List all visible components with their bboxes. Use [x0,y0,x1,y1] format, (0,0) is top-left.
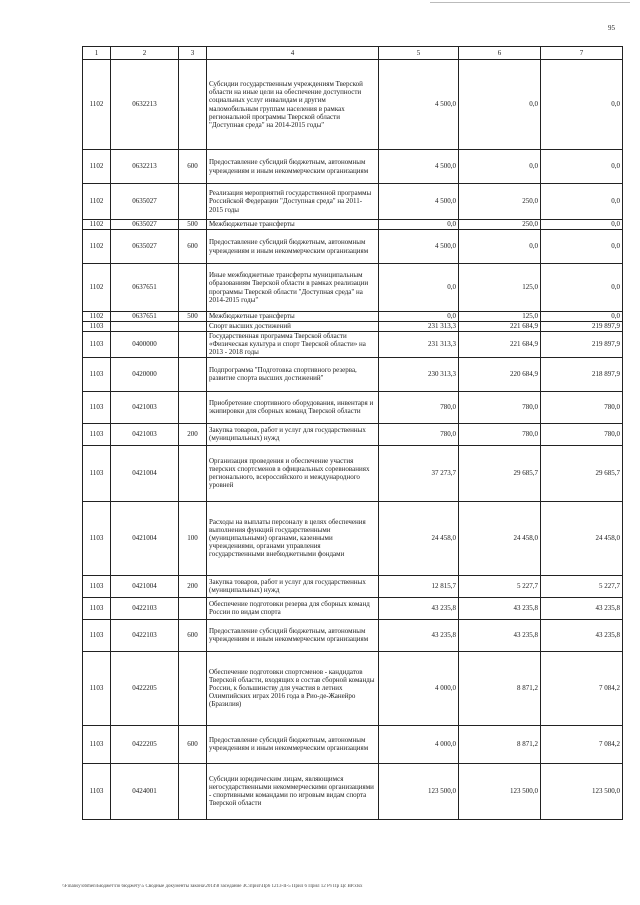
table-row [83,150,623,184]
expense-name: Организация проведения и обеспечение участия тверских спортсменов в официальных соревнованиях регионального, всероссийского и международного уровней [207,445,379,501]
table-row [83,184,623,220]
expense-type-code [179,60,207,150]
expense-type-code: 600 [179,619,207,651]
expense-name: Субсидии юридическим лицам, являющимся негосударственными некоммерческими организациями - спортивными командами по игровым видам спорта Тверской области [207,763,379,819]
expense-type-code: 200 [179,575,207,597]
amount-col5: 0,0 [379,264,459,312]
target-article-code: 0637651 [111,312,179,322]
expense-type-code [179,332,207,358]
expense-name: Предоставление субсидий бюджетным, автономным учреждениям и иным некоммерческим организациям [207,725,379,763]
col-header: 2 [111,47,179,60]
table-row [83,60,623,150]
expense-name: Обеспечение подготовки спортсменов - кандидатов Тверской области, входящих в состав сборной команды России, к большинству для участия в летних Олимпийских играх 2016 года в Рио-де-Жанейро (Бразилия) [207,651,379,725]
table-row [83,391,623,423]
amount-col6: 8 871,2 [459,651,541,725]
target-article-code: 0422205 [111,725,179,763]
amount-col5: 231 313,3 [379,332,459,358]
amount-col7: 0,0 [541,220,623,230]
amount-col7: 0,0 [541,150,623,184]
target-article-code: 0400000 [111,332,179,358]
table-row [83,619,623,651]
expense-name: Предоставление субсидий бюджетным, автономным учреждениям и иным некоммерческим организациям [207,150,379,184]
expense-name: Субсидии государственным учреждениям Тверской области на иные цели на обеспечение доступности социальных услуг инвалидам и другим маломобильным группам населения в рамках региональной программы Тверской области "Доступная среда" на 2014-2015 годы" [207,60,379,150]
amount-col5: 4 000,0 [379,725,459,763]
target-article-code: 0635027 [111,230,179,264]
header-row [83,47,623,60]
amount-col5: 0,0 [379,312,459,322]
amount-col7: 123 500,0 [541,763,623,819]
table-row [83,423,623,445]
amount-col5: 12 815,7 [379,575,459,597]
amount-col7: 24 458,0 [541,501,623,575]
amount-col7: 0,0 [541,184,623,220]
target-article-code: 0421004 [111,575,179,597]
expense-type-code: 500 [179,312,207,322]
table-body [83,60,623,820]
expense-type-code [179,184,207,220]
top-scan-marks [430,2,630,7]
amount-col6: 0,0 [459,60,541,150]
amount-col5: 43 235,8 [379,619,459,651]
amount-col6: 125,0 [459,264,541,312]
amount-col6: 250,0 [459,220,541,230]
section-code: 1102 [83,60,111,150]
amount-col5: 43 235,8 [379,597,459,619]
section-code: 1103 [83,445,111,501]
expense-name: Межбюджетные трансферты [207,312,379,322]
expense-name: Закупка товаров, работ и услуг для государственных (муниципальных) нужд [207,423,379,445]
target-article-code: 0420000 [111,357,179,391]
table-row [83,264,623,312]
amount-col5: 231 313,3 [379,322,459,332]
amount-col5: 230 313,3 [379,357,459,391]
amount-col6: 221 684,9 [459,322,541,332]
section-code: 1103 [83,391,111,423]
col-header: 7 [541,47,623,60]
amount-col5: 780,0 [379,391,459,423]
section-code: 1102 [83,312,111,322]
expense-type-code: 200 [179,423,207,445]
expense-type-code: 500 [179,220,207,230]
section-code: 1102 [83,150,111,184]
section-code: 1102 [83,184,111,220]
target-article-code: 0424001 [111,763,179,819]
section-code: 1103 [83,725,111,763]
amount-col7: 0,0 [541,230,623,264]
amount-col6: 29 685,7 [459,445,541,501]
amount-col6: 250,0 [459,184,541,220]
amount-col7: 43 235,8 [541,597,623,619]
amount-col7: 218 897,9 [541,357,623,391]
amount-col7: 7 084,2 [541,651,623,725]
expense-name: Расходы на выплаты персоналу в целях обеспечения выполнения функций государственными (муниципальными) органами, казенными учреждениями, органами управления государственными внебюджетными фондами [207,501,379,575]
col-header: 4 [207,47,379,60]
amount-col6: 8 871,2 [459,725,541,763]
amount-col5: 4 000,0 [379,651,459,725]
amount-col7: 5 227,7 [541,575,623,597]
section-code: 1102 [83,230,111,264]
target-article-code: 0421004 [111,501,179,575]
amount-col6: 780,0 [459,391,541,423]
expense-type-code: 100 [179,501,207,575]
expense-type-code [179,264,207,312]
amount-col7: 0,0 [541,312,623,322]
target-article-code: 0421004 [111,445,179,501]
target-article-code: 0632213 [111,150,179,184]
target-article-code: 0635027 [111,184,179,220]
col-header: 6 [459,47,541,60]
target-article-code: 0421003 [111,391,179,423]
amount-col5: 0,0 [379,220,459,230]
col-header: 1 [83,47,111,60]
table-row [83,725,623,763]
expense-name: Спорт высших достижений [207,322,379,332]
amount-col6: 123 500,0 [459,763,541,819]
expense-type-code [179,391,207,423]
amount-col7: 219 897,9 [541,322,623,332]
amount-col6: 24 458,0 [459,501,541,575]
section-code: 1103 [83,501,111,575]
section-code: 1103 [83,322,111,332]
table-row [83,357,623,391]
target-article-code: 0632213 [111,60,179,150]
table-row [83,230,623,264]
expense-type-code [179,357,207,391]
expense-name: Приобретение спортивного оборудования, инвентаря и экипировки для сборных команд Тверской области [207,391,379,423]
table-row [83,220,623,230]
amount-col7: 780,0 [541,391,623,423]
amount-col5: 4 500,0 [379,230,459,264]
amount-col5: 37 273,7 [379,445,459,501]
expense-type-code [179,322,207,332]
table-row [83,597,623,619]
target-article-code: 0422103 [111,597,179,619]
amount-col7: 0,0 [541,264,623,312]
amount-col6: 43 235,8 [459,619,541,651]
amount-col7: 780,0 [541,423,623,445]
target-article-code: 0422103 [111,619,179,651]
table-row [83,445,623,501]
expense-name: Предоставление субсидий бюджетным, автономным учреждениям и иным некоммерческим организациям [207,230,379,264]
amount-col5: 780,0 [379,423,459,445]
target-article-code: 0637651 [111,264,179,312]
section-code: 1103 [83,332,111,358]
expense-name: Реализация мероприятий государственной программы Российской Федерации "Доступная среда" на 2011-2015 годы [207,184,379,220]
amount-col6: 0,0 [459,150,541,184]
table-row [83,651,623,725]
expense-name: Закупка товаров, работ и услуг для государственных (муниципальных) нужд [207,575,379,597]
budget-table [82,46,623,820]
expense-type-code [179,651,207,725]
expense-type-code [179,763,207,819]
amount-col7: 7 084,2 [541,725,623,763]
col-header: 3 [179,47,207,60]
expense-name: Государственная программа Тверской области «Физическая культура и спорт Тверской области» на 2013 - 2018 годы [207,332,379,358]
amount-col5: 4 500,0 [379,150,459,184]
amount-col7: 43 235,8 [541,619,623,651]
expense-type-code: 600 [179,230,207,264]
col-header: 5 [379,47,459,60]
expense-type-code: 600 [179,725,207,763]
target-article-code: 0635027 [111,220,179,230]
expense-name: Обеспечение подготовки резерва для сборных команд России по видам спорта [207,597,379,619]
amount-col5: 4 500,0 [379,184,459,220]
table-row [83,332,623,358]
expense-type-code [179,597,207,619]
amount-col7: 0,0 [541,60,623,150]
amount-col5: 123 500,0 [379,763,459,819]
expense-name: Межбюджетные трансферты [207,220,379,230]
page-number: 95 [608,24,615,32]
amount-col6: 125,0 [459,312,541,322]
section-code: 1103 [83,763,111,819]
amount-col7: 29 685,7 [541,445,623,501]
expense-name: Предоставление субсидий бюджетным, автономным учреждениям и иным некоммерческим организациям [207,619,379,651]
section-code: 1102 [83,264,111,312]
amount-col6: 780,0 [459,423,541,445]
table-row [83,501,623,575]
expense-type-code [179,445,207,501]
amount-col6: 0,0 [459,230,541,264]
table-row [83,312,623,322]
table-row [83,575,623,597]
section-code: 1103 [83,619,111,651]
amount-col7: 219 897,9 [541,332,623,358]
table-row [83,322,623,332]
file-path-footer: \\Finansy\obmen\Бюджет\по бюджету\5 Сводные документы закона\2014\8 заседание ЗС\прил\Пр6 1213-II-5 Прил 6 Прил 12 Рз Пр Цс ВР.xlsx [62,884,363,889]
section-code: 1103 [83,597,111,619]
expense-name: Подпрограмма "Подготовка спортивного резерва, развитие спорта высших достижений" [207,357,379,391]
target-article-code: 0422205 [111,651,179,725]
amount-col5: 4 500,0 [379,60,459,150]
table-row [83,763,623,819]
amount-col5: 24 458,0 [379,501,459,575]
amount-col6: 220 684,9 [459,357,541,391]
section-code: 1102 [83,220,111,230]
expense-type-code: 600 [179,150,207,184]
amount-col6: 5 227,7 [459,575,541,597]
target-article-code [111,322,179,332]
target-article-code: 0421003 [111,423,179,445]
expense-name: Иные межбюджетные трансферты муниципальным образованиям Тверской области в рамках реализации программы Тверской области "Доступная среда" на 2014-2015 годы" [207,264,379,312]
section-code: 1103 [83,423,111,445]
amount-col6: 43 235,8 [459,597,541,619]
section-code: 1103 [83,357,111,391]
section-code: 1103 [83,651,111,725]
section-code: 1103 [83,575,111,597]
amount-col6: 221 684,9 [459,332,541,358]
